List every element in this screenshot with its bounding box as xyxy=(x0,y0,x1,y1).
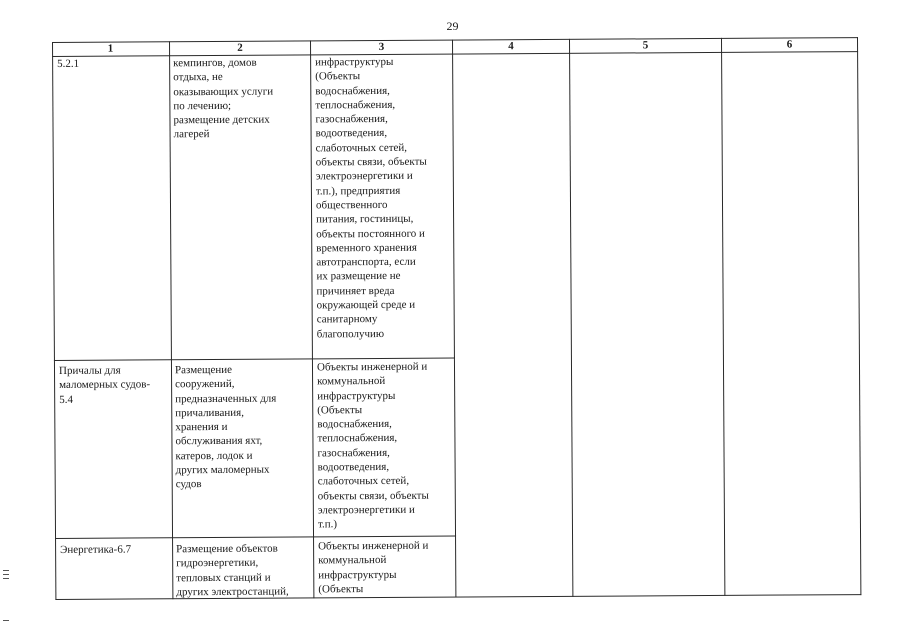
row3-code: Энергетика-6.7 xyxy=(60,543,132,556)
row3-auxiliary-uses: Объекты инженерной и коммунальной инфраструктуры (Объекты xyxy=(318,539,429,596)
column-header-4: 4 xyxy=(508,40,514,53)
scan-mark xyxy=(3,570,9,571)
table-border-left xyxy=(52,42,56,600)
column-header-2: 2 xyxy=(237,41,243,54)
zoning-table xyxy=(52,37,861,600)
row1-auxiliary-uses: инфраструктуры (Объекты водоснабжения, теплоснабжения, газоснабжения, водоотведения, слаботочных сетей, объекты связи, объекты электроэнергетики и т.п.), предприятия общественного питания, гостиницы, объекты постоянного и временного хранения автотранспорта, если их размещение не причиняет вреда окружающей среде и санитарному благополучию xyxy=(315,55,427,341)
column-separator xyxy=(310,40,314,598)
row3-description: Размещение объектов гидроэнергетики, тепловых станций и других электростанций, xyxy=(176,542,289,599)
scan-mark xyxy=(3,620,9,621)
scan-mark xyxy=(3,574,9,575)
row2-auxiliary-uses: Объекты инженерной и коммунальной инфраструктуры (Объекты водоснабжения, теплоснабжения, газоснабжения, водоотведения, слаботочных сетей, объекты связи, объекты электроэнергетики и т.п.) xyxy=(316,360,429,531)
table-border-right xyxy=(857,37,861,595)
column-separator xyxy=(721,38,725,596)
page-number: 29 xyxy=(446,19,459,33)
row2-description: Размещение сооружений, предназначенных для причаливания, хранения и обслуживания яхт, катеров, лодок и других маломерных судов xyxy=(174,363,277,491)
row2-code: Причалы для маломерных судов- 5.4 xyxy=(58,364,151,406)
row1-code: 5.2.1 xyxy=(57,57,80,70)
column-header-1: 1 xyxy=(107,42,114,55)
row1-description: кемпингов, домов отдыха, не оказывающих услуги по лечению; размещение детских лагерей xyxy=(173,56,274,141)
scan-mark xyxy=(3,578,9,579)
column-separator xyxy=(569,39,573,597)
column-header-5: 5 xyxy=(642,39,649,52)
column-header-3: 3 xyxy=(378,40,385,54)
column-header-6: 6 xyxy=(786,38,793,51)
